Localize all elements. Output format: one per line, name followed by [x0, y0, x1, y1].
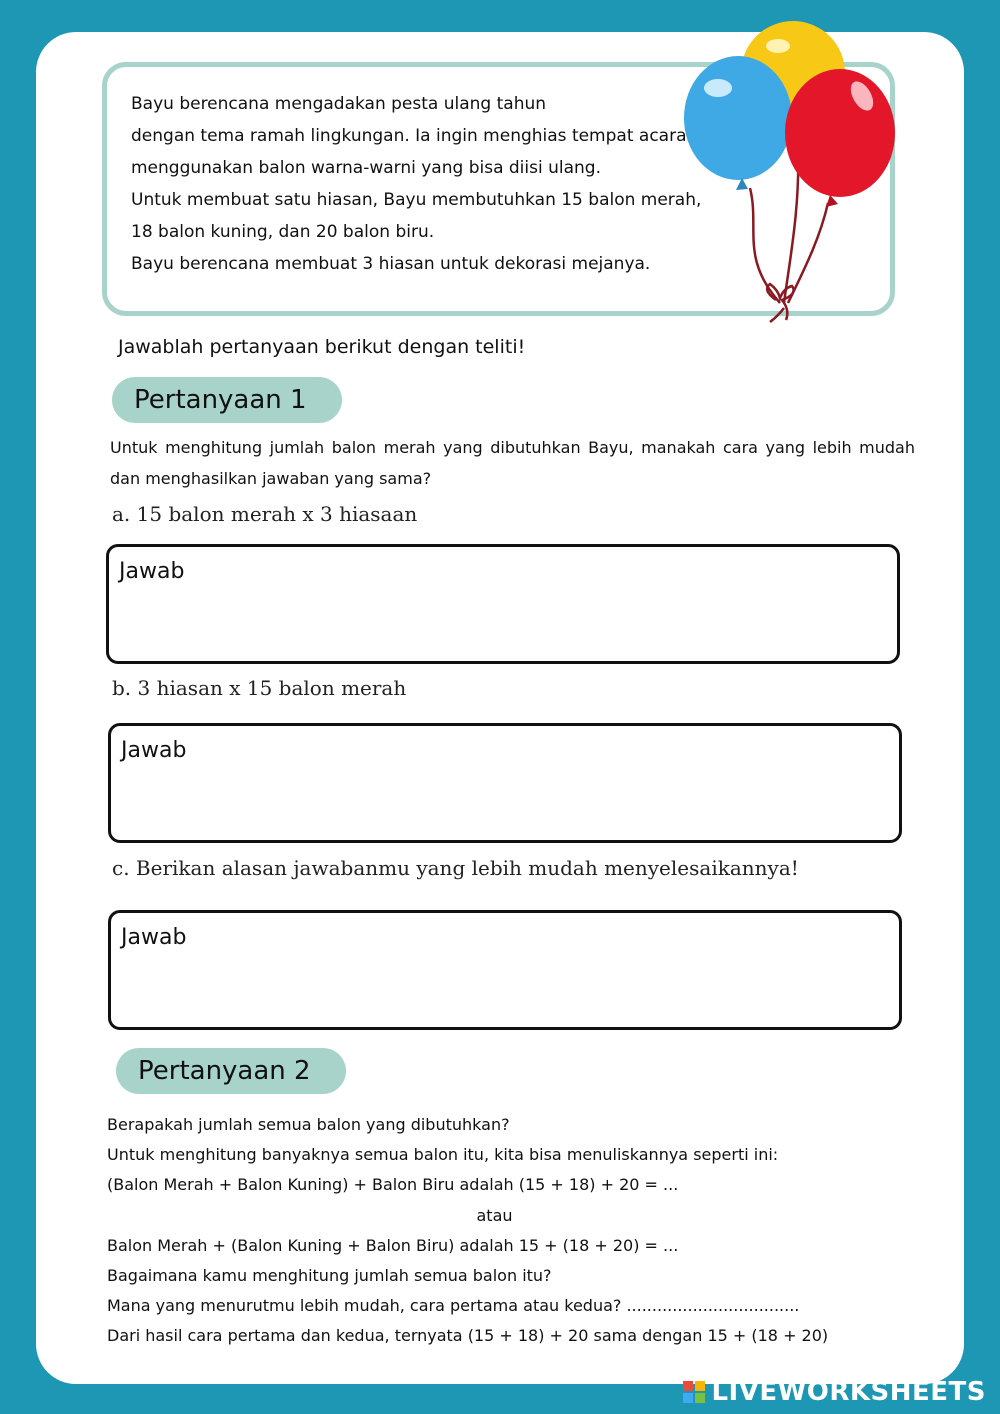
story-line: 18 balon kuning, dan 20 balon biru.	[131, 222, 435, 242]
answer-box-b[interactable]	[108, 723, 902, 843]
answer-input-a[interactable]	[119, 595, 887, 651]
story-line: Bayu berencana mengadakan pesta ulang tahun	[131, 94, 547, 114]
question2-line: (Balon Merah + Balon Kuning) + Balon Biru adalah (15 + 18) + 20 = ...	[107, 1175, 679, 1195]
answer-label: Jawab	[119, 559, 185, 584]
story-line: Untuk membuat satu hiasan, Bayu membutuhkan 15 balon merah,	[131, 190, 702, 210]
answer-box-a[interactable]	[106, 544, 900, 664]
instruction-text: Jawablah pertanyaan berikut dengan teliti!	[118, 336, 526, 358]
question2-line: Untuk menghitung banyaknya semua balon itu, kita bisa menuliskannya seperti ini:	[107, 1145, 779, 1165]
story-line: dengan tema ramah lingkungan. Ia ingin menghias tempat acara	[131, 126, 687, 146]
balloons-icon	[680, 18, 910, 330]
question2-title: Pertanyaan 2	[116, 1048, 346, 1094]
answer-label: Jawab	[121, 925, 187, 950]
question2-line: Balon Merah + (Balon Kuning + Balon Biru) adalah 15 + (18 + 20) = ...	[107, 1235, 679, 1255]
question1-title: Pertanyaan 1	[112, 377, 342, 423]
option-a-label: a. 15 balon merah x 3 hiasaan	[112, 502, 418, 526]
question2-text	[107, 1110, 927, 1352]
answer-input-c[interactable]	[121, 961, 889, 1017]
question2-line: Berapakah jumlah semua balon yang dibutuhkan?	[107, 1115, 510, 1134]
answer-box-c[interactable]	[108, 910, 902, 1030]
question1-text: Untuk menghitung jumlah balon merah yang dibutuhkan Bayu, manakah cara yang lebih mudah dan menghasilkan jawaban yang sama?	[110, 438, 915, 488]
answer-input-b[interactable]	[121, 774, 889, 830]
story-line: menggunakan balon warna-warni yang bisa diisi ulang.	[131, 158, 601, 178]
question2-line: Bagaimana kamu menghitung jumlah semua balon itu?	[107, 1266, 552, 1286]
story-text	[131, 88, 711, 280]
answer-label: Jawab	[121, 738, 187, 763]
question2-line: Mana yang menurutmu lebih mudah, cara pertama atau kedua? ..................................	[107, 1296, 800, 1316]
option-b-label: b. 3 hiasan x 15 balon merah	[112, 676, 407, 700]
liveworksheets-logo-icon	[683, 1381, 705, 1403]
logo-text: LIVEWORKSHEETS	[711, 1377, 986, 1407]
liveworksheets-logo[interactable]	[683, 1376, 986, 1408]
option-c-label: c. Berikan alasan jawabanmu yang lebih mudah menyelesaikannya!	[112, 856, 799, 880]
question2-line: atau	[476, 1205, 513, 1225]
question2-line: Dari hasil cara pertama dan kedua, ternyata (15 + 18) + 20 sama dengan 15 + (18 + 20)	[107, 1326, 829, 1346]
story-line: Bayu berencana membuat 3 hiasan untuk dekorasi mejanya.	[131, 254, 651, 274]
